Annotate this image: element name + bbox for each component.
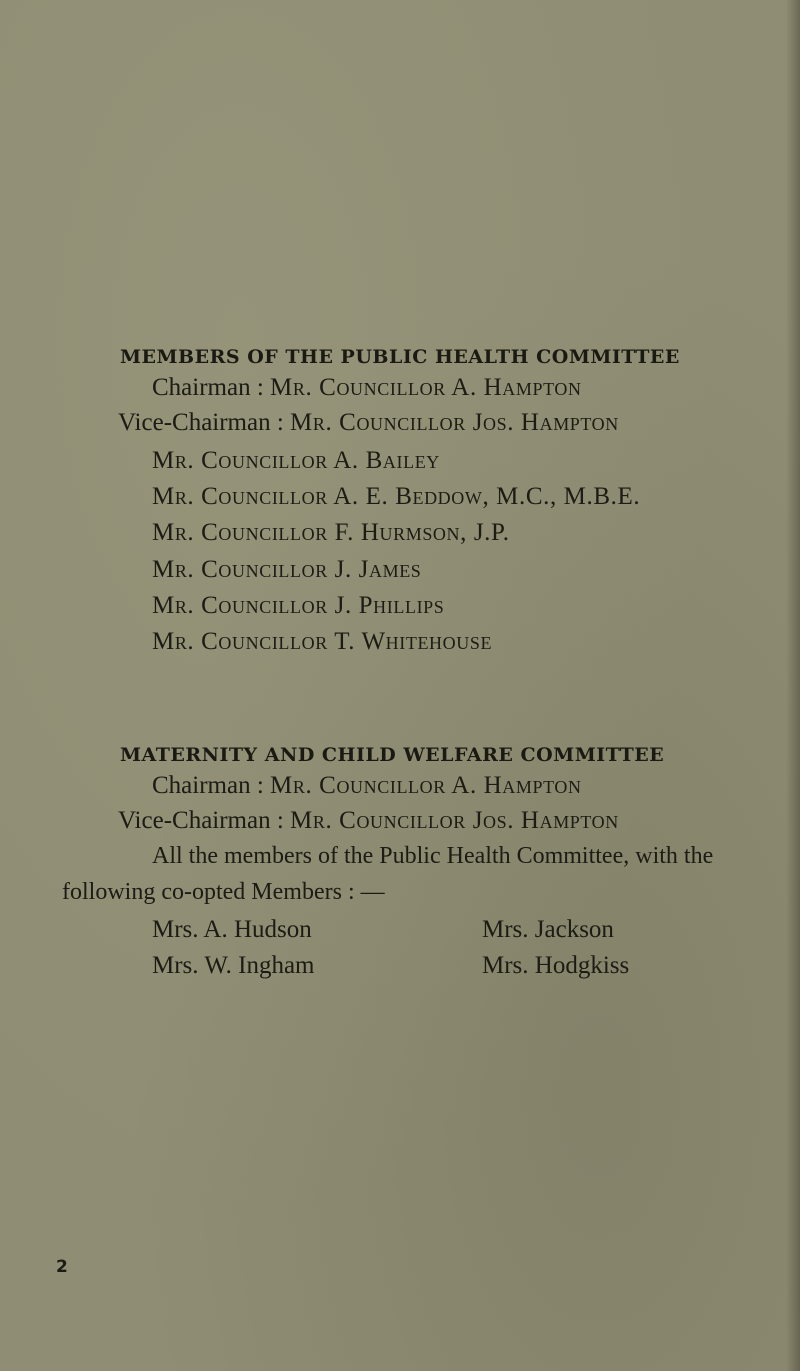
phc-chairman-line [152,374,582,402]
coopted-member-4: Mrs. Hodgkiss [482,952,630,979]
page-edge-shadow [786,0,800,1371]
phc-chairman-name: Mr. Councillor A. Hampton [270,374,582,401]
phc-vice-chairman-role: Vice-Chairman : [118,409,284,436]
public-health-committee-heading: MEMBERS OF THE PUBLIC HEALTH COMMITTEE [120,346,680,368]
coopted-member-1: Mrs. A. Hudson [152,916,312,943]
mcw-note-line-2: following co-opted Members : — [62,879,385,905]
phc-member-1: Mr. Councillor A. Bailey [152,447,440,474]
mcw-vice-chairman-role: Vice-Chairman : [118,807,284,834]
phc-vice-chairman-name: Mr. Councillor Jos. Hampton [290,409,619,436]
mcw-chairman-name: Mr. Councillor A. Hampton [270,772,582,799]
phc-member-5: Mr. Councillor J. Phillips [152,592,445,619]
phc-member-3: Mr. Councillor F. Hurmson, J.P. [152,519,510,546]
mcw-vice-chairman-line [118,807,619,835]
mcw-chairman-line [152,772,582,800]
coopted-member-3: Mrs. W. Ingham [152,952,315,979]
mcw-chairman-role: Chairman : [152,772,264,799]
phc-member-6: Mr. Councillor T. Whitehouse [152,628,493,655]
coopted-member-2: Mrs. Jackson [482,916,614,943]
maternity-committee-heading: MATERNITY AND CHILD WELFARE COMMITTEE [120,744,665,766]
phc-chairman-role: Chairman : [152,374,264,401]
mcw-note-line-1: All the members of the Public Health Committee, with the [152,843,714,869]
mcw-vice-chairman-name: Mr. Councillor Jos. Hampton [290,807,619,834]
page-number: 2 [56,1257,68,1277]
phc-member-4: Mr. Councillor J. James [152,556,422,583]
phc-vice-chairman-line [118,409,619,437]
phc-member-2: Mr. Councillor A. E. Beddow, M.C., M.B.E. [152,483,641,510]
